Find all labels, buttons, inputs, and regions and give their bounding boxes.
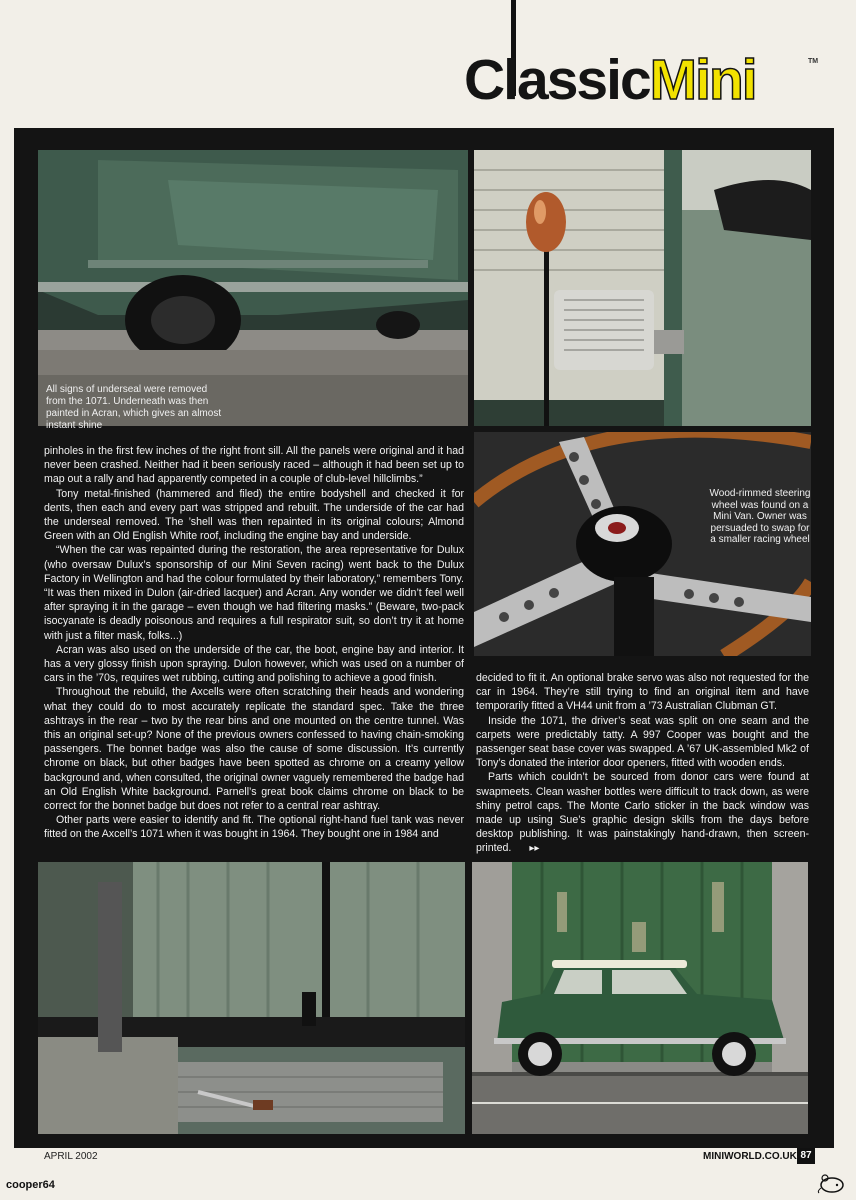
- continue-arrows-icon: ▸▸: [529, 843, 540, 855]
- article-paragraph: “When the car was repainted during the restoration, the area representative for Dulux (who oversaw Dulux’s sponsorship of our Mini Seven racing) went back to the Dulux Factory in Wellington and had the colour formulated by their laboratory,” remembers Tony. “It was then mixed in Dulon (air-dried lacquer) and Acran. Any wonder we didn’t feel well after spraying it in the garage – even though we had filtering masks.” (Beware, two-pack isocyanate is deadly poisonous and requires a full respirator suit, so don’t try it at home with just a filter mask, folks...): [44, 544, 464, 642]
- article-paragraph: [476, 770, 809, 856]
- article-paragraph: Inside the 1071, the driver’s seat was split on one seam and the carpets were predictably tatty. A 997 Cooper was bought and the passenger seat base cover was swapped. A ’67 UK-assembled Mk2 of Tony’s donated the interior door openers, fitted with wooden ends.: [476, 714, 809, 770]
- interior-door-photo: [38, 862, 465, 1134]
- article-paragraph: Tony metal-finished (hammered and filed) the entire bodyshell and checked it for dents, then each and every part was stripped and rebuilt. The underside of the car had the underseal removed. The ’shell was then repainted in its original colours; Almond Green with an Old English White roof, including the engine bay and underside.: [44, 487, 464, 543]
- car-side-photo: [472, 862, 808, 1134]
- article-right-column: [476, 671, 809, 857]
- article-paragraph-text: Parts which couldn’t be sourced from donor cars were found at swapmeets. Clean washer bottles were difficult to track down, as were shiny petrol caps. The Monte Carlo sticker in the back window was made up using Sue’s graphic design skills from the days before desktop publishing. It was painstakingly hand-drawn, then screen-printed.: [476, 771, 809, 855]
- classic-mini-logo: [464, 48, 819, 112]
- issue-date: APRIL 2002: [44, 1151, 98, 1162]
- logo-trademark: TM: [808, 58, 819, 65]
- article-paragraph: decided to fit it. An optional brake servo was also not requested for the car in 1964. They’re still trying to find an original item and have temporarily fitted a VH44 unit from a ’73 Australian Clubman GT.: [476, 672, 809, 713]
- page-number: 87: [797, 1148, 815, 1164]
- article-paragraph: Throughout the rebuild, the Axcells were often scratching their heads and wondering what they could do to most accurately replicate the standard spec. Take the three ashtrays in the rear – two by the rear bins and one mounted on the centre tunnel. Was this an original set-up? None of the previous owners confessed to having chain-smoking passengers. The bonnet badge was also the cause of some discussion. It’s currently chrome on black, but other badges have been spotted as chrome on a creamy yellow background and, when consulted, the original owner vaguely remembered the badge had an Old English White background. Parnell’s great book claims chrome on black to be correct for the bonnet badge but does not refer to a central rear ashtray.: [44, 686, 464, 813]
- gearstick-photo: [474, 150, 811, 426]
- article-paragraph: Other parts were easier to identify and fit. The optional right-hand fuel tank was never fitted on the Axcell’s 1071 when it was bought in 1964. They bought one in 1984 and: [44, 814, 464, 841]
- website: MINIWORLD.CO.UK: [703, 1151, 797, 1162]
- uploader-watermark: cooper64: [6, 1179, 55, 1191]
- mouse-icon: [817, 1172, 847, 1194]
- logo-mini: Mini: [649, 48, 756, 112]
- underside-caption: All signs of underseal were removed from the 1071. Underneath was then painted in Acran, which gives an almost instant shine: [46, 384, 222, 431]
- logo-classic: Classic: [464, 48, 650, 112]
- article-paragraph: Acran was also used on the underside of the car, the boot, engine bay and interior. It has a very glossy finish upon spraying. Dulon however, which was used on a number of cars in the ’70s, requires wet rubbing, cutting and polishing to achieve a good finish.: [44, 643, 464, 685]
- article-paragraph: pinholes in the first few inches of the right front sill. All the panels were original and it had never been crashed. Neither had it been seriously raced – although it had been set up to map out a rally and had apparently competed in a couple of club-level hillclimbs.”: [44, 445, 464, 486]
- steering-wheel-caption: Wood-rimmed steering wheel was found on a Mini Van. Owner was persuaded to swap for a smaller racing wheel: [709, 488, 811, 545]
- article-left-column: [44, 444, 464, 842]
